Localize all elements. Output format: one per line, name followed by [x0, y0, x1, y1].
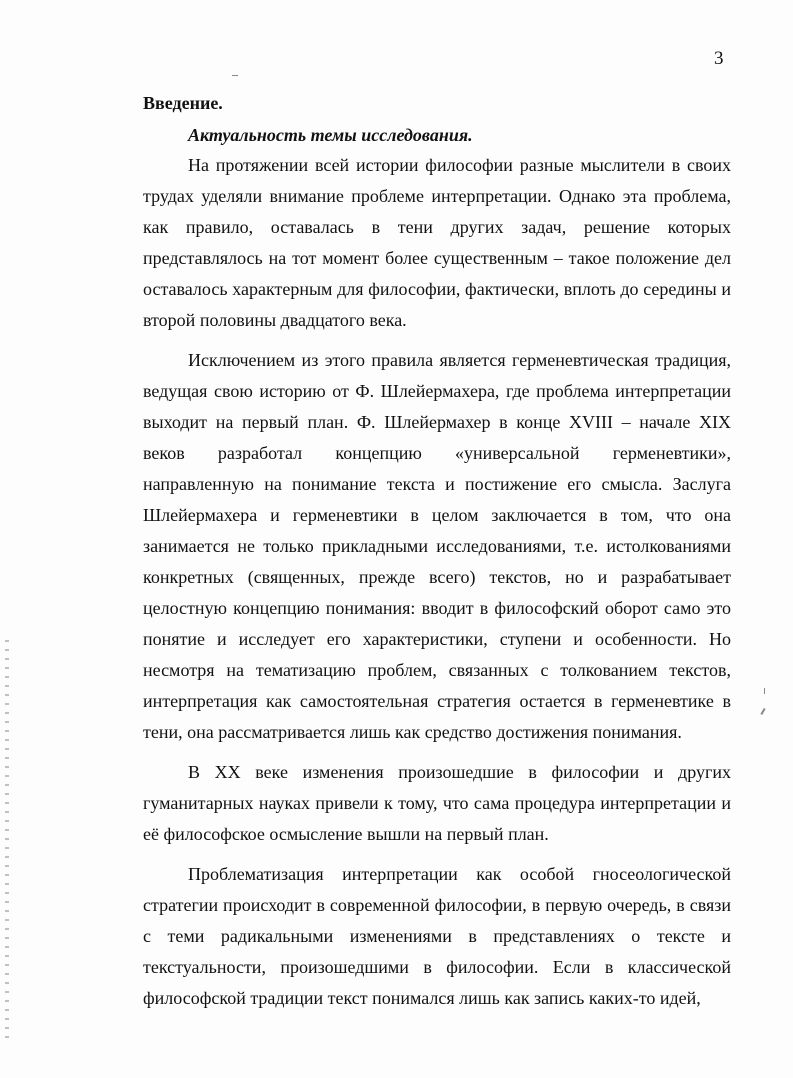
body-text — [143, 150, 731, 1014]
page-number: 3 — [714, 48, 724, 69]
paragraph: Исключением из этого правила является герменевтическая традиция, ведущая свою историю от Ф. Шлейермахера, где проблема интерпретации выходит на первый план. Ф. Шлейермахер в конце XVIII – начале XIX веков разработал концепцию «универсальной герменевтики», направленную на понимание текста и постижение его смысла. Заслуга Шлейермахера и герменевтики в целом заключается в том, что она занимается не только прикладными исследованиями, т.е. истолкованиями конкретных (священных, прежде всего) текстов, но и разрабатывает целостную концепцию понимания: вводит в философский оборот само это понятие и исследует его характеристики, ступени и особенности. Но несмотря на тематизацию проблем, связанных с толкованием текстов, интерпретация как самостоятельная стратегия остается в герменевтике в тени, она рассматривается лишь как средство достижения понимания. — [143, 350, 731, 742]
scan-artifact — [764, 688, 765, 694]
paragraph: В XX веке изменения произошедшие в философии и других гуманитарных науках привели к тому, что сама процедура интерпретации и её философское осмысление вышли на первый план. — [143, 762, 731, 844]
paragraph: На протяжении всей истории философии разные мыслители в своих трудах уделяли внимание проблеме интерпретации. Однако эта проблема, как правило, оставалась в тени других задач, решение которых представлялось на тот момент более существенным – такое положение дел оставалось характерным для философии, фактически, вплоть до середины и второй половины двадцатого века. — [143, 155, 731, 330]
scan-artifact — [232, 75, 238, 76]
scan-artifact — [760, 708, 765, 715]
section-heading: Введение. — [143, 93, 223, 113]
scan-edge-dots — [5, 640, 9, 1040]
paragraph: Проблематизация интерпретации как особой гносеологической стратегии происходит в современной философии, в первую очередь, в связи с теми радикальными изменениями в представлениях о тексте и текстуальности, произошедшими в философии. Если в классической философской традиции текст понимался лишь как запись каких-то идей, — [143, 864, 731, 1008]
section-subheading: Актуальность темы исследования. — [188, 125, 473, 145]
